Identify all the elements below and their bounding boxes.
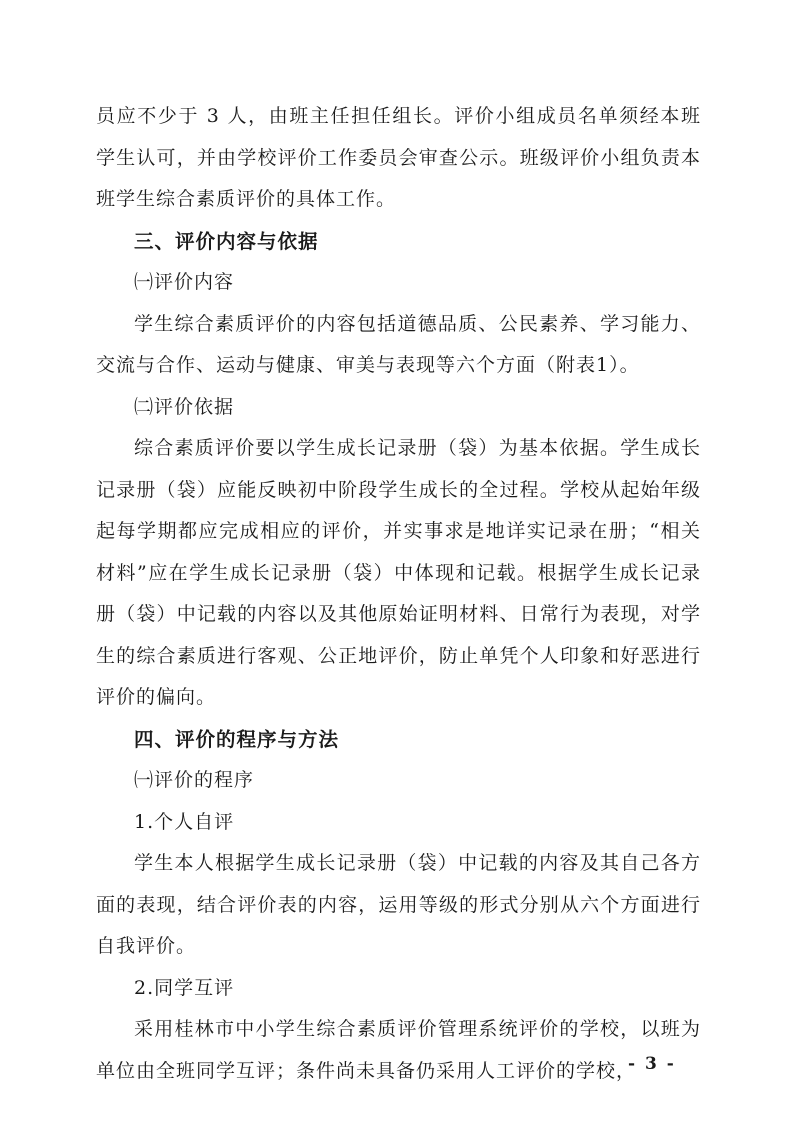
page-number: - 3 - bbox=[628, 1054, 676, 1074]
paragraph-peer-evaluation: 采用桂林市中小学生综合素质评价管理系统评价的学校，以班为单位由全班同学互评；条件尚未具备仍采用人工评价的学校， bbox=[96, 1018, 701, 1082]
section-heading-procedure-method: 四、评价的程序与方法 bbox=[134, 727, 340, 751]
subheading-evaluation-procedure: ㈠评价的程序 bbox=[134, 769, 255, 791]
paragraph-self-evaluation: 学生本人根据学生成长记录册（袋）中记载的内容及其自己各方面的表现，结合评价表的内容，运用等级的形式分别从六个方面进行自我评价。 bbox=[96, 852, 701, 957]
subheading-peer-evaluation: 2.同学互评 bbox=[134, 976, 235, 999]
paragraph-evaluation-content: 学生综合素质评价的内容包括道德品质、公民素养、学习能力、交流与合作、运动与健康、审美与表现等六个方面（附表1）。 bbox=[96, 312, 701, 376]
paragraph-evaluation-basis: 综合素质评价要以学生成长记录册（袋）为基本依据。学生成长记录册（袋）应能反映初中阶段学生成长的全过程。学校从起始年级起每学期都应完成相应的评价，并实事求是地详实记录在册；“相关材料”应在学生成长记录册（袋）中体现和记载。根据学生成长记录册（袋）中记载的内容以及其他原始证明材料、日常行为表现，对学生的综合素质进行客观、公正地评价，防止单凭个人印象和好恶进行评价的偏向。 bbox=[96, 437, 701, 708]
subheading-evaluation-basis: ㈡评价依据 bbox=[134, 395, 235, 418]
section-heading-evaluation-content-basis: 三、评价内容与依据 bbox=[134, 229, 319, 253]
paragraph-evaluation-group-members: 员应不少于 3 人，由班主任担任组长。评价小组成员名单须经本班学生认可，并由学校评价工作委员会审查公示。班级评价小组负责本班学生综合素质评价的具体工作。 bbox=[96, 105, 701, 210]
document-body bbox=[96, 96, 701, 1092]
subheading-self-evaluation: 1.个人自评 bbox=[134, 810, 235, 833]
subheading-evaluation-content: ㈠评价内容 bbox=[134, 271, 235, 293]
